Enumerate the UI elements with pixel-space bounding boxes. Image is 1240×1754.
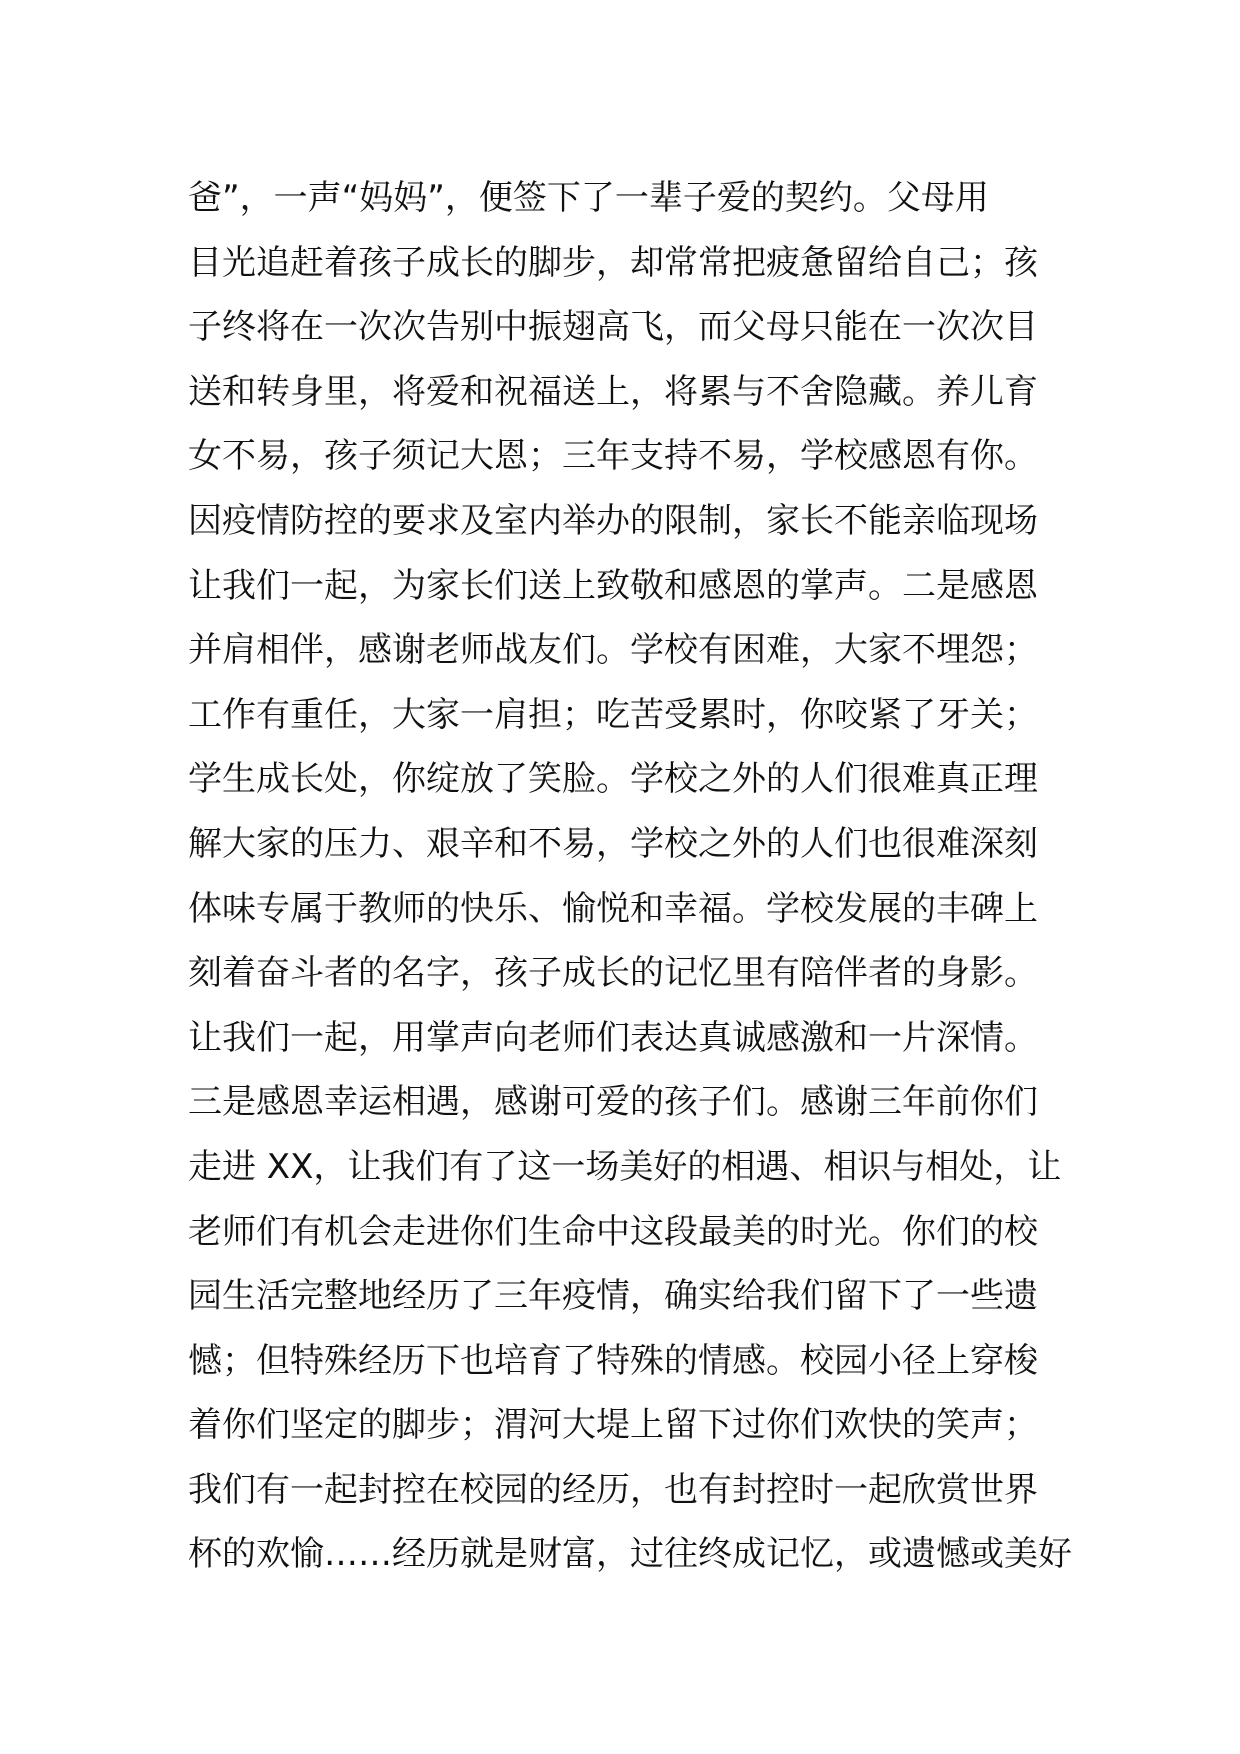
text-line: 体味专属于教师的快乐、愉悦和幸福。学校发展的丰碑上 xyxy=(188,888,1038,929)
text-line: 并肩相伴，感谢老师战友们。学校有困难，大家不埋怨； xyxy=(188,630,1038,671)
text-line: 三是感恩幸运相遇，感谢可爱的孩子们。感谢三年前你们 xyxy=(188,1082,1038,1123)
text-line: 解大家的压力、艰辛和不易，学校之外的人们也很难深刻 xyxy=(188,823,1038,864)
text-line: 憾；但特殊经历下也培育了特殊的情感。校园小径上穿梭 xyxy=(188,1340,1038,1381)
text-line: 走进 XX，让我们有了这一场美好的相遇、相识与相处，让 xyxy=(188,1146,1062,1187)
text-line: 我们有一起封控在校园的经历，也有封控时一起欣赏世界 xyxy=(188,1469,1038,1510)
text-line: 着你们坚定的脚步；渭河大堤上留下过你们欢快的笑声； xyxy=(188,1405,1038,1446)
text-line: 送和转身里，将爱和祝福送上，将累与不舍隐藏。养儿育 xyxy=(188,371,1038,412)
text-line: 让我们一起，为家长们送上致敬和感恩的掌声。二是感恩 xyxy=(188,565,1038,606)
body-text xyxy=(188,166,1072,1587)
text-line: 目光追赶着孩子成长的脚步，却常常把疲惫留给自己；孩 xyxy=(188,242,1038,283)
text-line: 因疫情防控的要求及室内举办的限制，家长不能亲临现场 xyxy=(188,500,1038,541)
text-line: 爸”，一声“妈妈”，便签下了一辈子爱的契约。父母用 xyxy=(188,178,989,218)
text-line: 女不易，孩子须记大恩；三年支持不易，学校感恩有你。 xyxy=(188,436,1038,477)
text-line: 子终将在一次次告别中振翅高飞，而父母只能在一次次目 xyxy=(188,307,1038,348)
text-line: 老师们有机会走进你们生命中这段最美的时光。你们的校 xyxy=(188,1211,1038,1252)
text-line: 园生活完整地经历了三年疫情，确实给我们留下了一些遗 xyxy=(188,1276,1038,1317)
text-line: 工作有重任，大家一肩担；吃苦受累时，你咬紧了牙关； xyxy=(188,694,1038,735)
text-line: 让我们一起，用掌声向老师们表达真诚感激和一片深情。 xyxy=(188,1017,1038,1058)
text-line: 刻着奋斗者的名字，孩子成长的记忆里有陪伴者的身影。 xyxy=(188,953,1038,994)
text-line: 杯的欢愉……经历就是财富，过往终成记忆，或遗憾或美好 xyxy=(188,1534,1072,1575)
text-line: 学生成长处，你绽放了笑脸。学校之外的人们很难真正理 xyxy=(188,759,1038,800)
